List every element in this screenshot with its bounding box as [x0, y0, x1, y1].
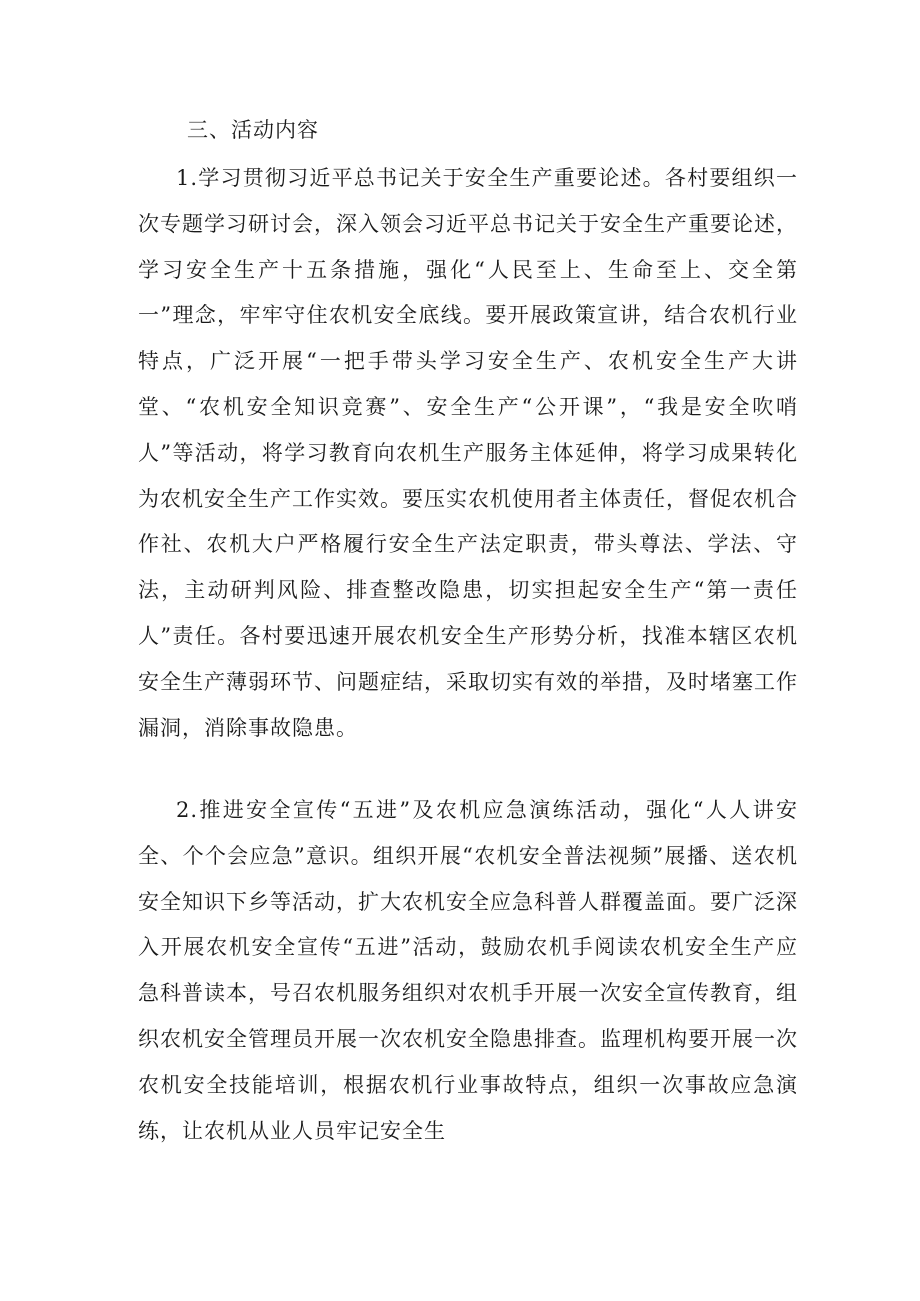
paragraph-1: 1.学习贯彻习近平总书记关于安全生产重要论述。各村要组织一次专题学习研讨会，深入领会习近平总书记关于安全生产重要论述，学习安全生产十五条措施，强化“人民至上、生命至上、交全第一”理念，牢牢守住农机安全底线。要开展政策宣讲，结合农机行业特点，广泛开展“一把手带头学习安全生产、农机安全生产大讲堂、“农机安全知识竞赛”、安全生产“公开课”，“我是安全吹哨人”等活动，将学习教育向农机生产服务主体延伸，将学习成果转化为农机安全生产工作实效。要压实农机使用者主体责任，督促农机合作社、农机大户严格履行安全生产法定职责，带头尊法、学法、守法，主动研判风险、排查整改隐患，切实担起安全生产“第一责任人”责任。各村要迅速开展农机安全生产形势分析，找准本辖区农机安全生产薄弱环节、问题症结，采取切实有效的举措，及时堵塞工作漏洞，消除事故隐患。: [138, 166, 798, 740]
paragraph-2: 2.推进安全宣传“五进”及农机应急演练活动，强化“人人讲安全、个个会应急”意识。组织开展“农机安全普法视频”展播、送农机安全知识下乡等活动，扩大农机安全应急科普人群覆盖面。要广泛深入开展农机安全宣传“五进”活动，鼓励农机手阅读农机安全生产应急科普读本，号召农机服务组织对农机手开展一次安全宣传教育，组织农机安全管理员开展一次农机安全隐患排查。监理机构要开展一次农机安全技能培训，根据农机行业事故特点，组织一次事故应急演练，让农机从业人员牢记安全生: [138, 798, 798, 1143]
section-heading: 三、活动内容: [187, 118, 319, 142]
